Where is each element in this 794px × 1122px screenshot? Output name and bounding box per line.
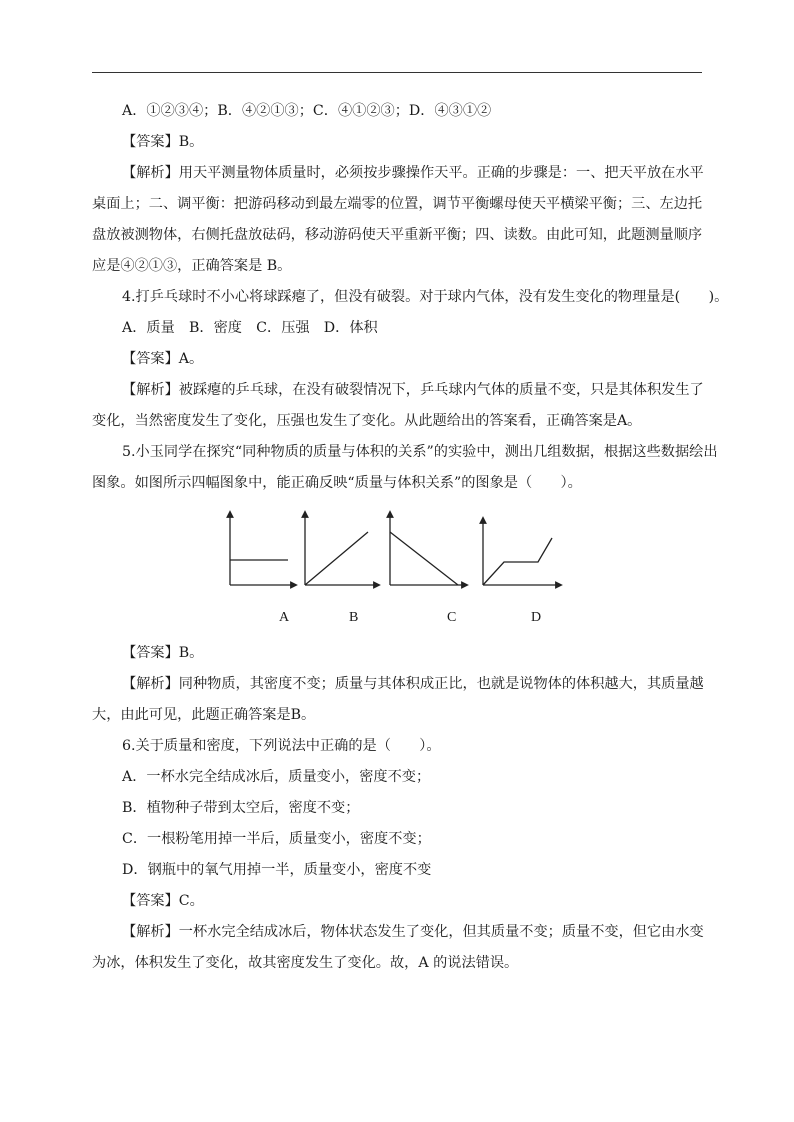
graph-label-a: A	[279, 610, 290, 625]
analysis-6-line-1: 【解析】一杯水完全结成冰后，物体状态发生了变化，但其质量不变；质量不变，但它由水变	[122, 924, 704, 940]
question-4-options: A．质量 B．密度 C．压强 D．体积	[122, 320, 378, 336]
question-4: 4.打乒乓球时不小心将球踩瘪了，但没有破裂。对于球内气体，没有发生变化的物理量是( )。	[122, 289, 729, 305]
analysis-5-line-2: 大，由此可见，此题正确答案是B。	[92, 707, 316, 723]
graph-figure	[222, 510, 572, 630]
answer-5: 【答案】B。	[122, 645, 204, 661]
analysis-3-line-2: 桌面上；二、调平衡：把游码移动到最左端零的位置，调节平衡螺母使天平横梁平衡；三、左边托	[92, 196, 703, 212]
question-6-option-b: B．植物种子带到太空后，密度不变；	[122, 800, 360, 816]
question-5-line-1: 5.小玉同学在探究“同种物质的质量与体积的关系”的实验中，测出几组数据，根据这些数据绘出	[122, 444, 718, 460]
graph-a	[230, 514, 294, 585]
graph-c	[390, 514, 465, 585]
analysis-3-line-3: 盘放被测物体，右侧托盘放砝码，移动游码使天平重新平衡；四、读数。由此可知，此题测量顺序	[92, 227, 703, 243]
analysis-4-line-2: 变化，当然密度发生了变化，压强也发生了变化。从此题给出的答案看，正确答案是A。	[92, 413, 642, 429]
graph-d	[483, 520, 559, 585]
graph-label-b: B	[349, 610, 359, 625]
analysis-3-line-4: 应是④②①③，正确答案是 B。	[92, 258, 292, 274]
line-1: A．①②③④；B．④②①③；C．④①②③；D．④③①②	[122, 103, 492, 119]
analysis-3-line-1: 【解析】用天平测量物体质量时，必须按步骤操作天平。正确的步骤是：一、把天平放在水平	[122, 165, 704, 181]
analysis-6-line-2: 为冰，体积发生了变化，故其密度发生了变化。故，A 的说法错误。	[92, 955, 519, 971]
analysis-5-line-1: 【解析】同种物质，其密度不变；质量与其体积成正比，也就是说物体的体积越大，其质量越	[122, 676, 704, 692]
answer-6: 【答案】C。	[122, 893, 204, 909]
header-rule	[92, 72, 702, 73]
question-6-option-a: A．一杯水完全结成冰后，质量变小，密度不变；	[122, 769, 431, 785]
graph-b	[305, 514, 377, 585]
graph-label-d: D	[531, 610, 542, 625]
question-6-option-d: D．钢瓶中的氧气用掉一半，质量变小，密度不变	[122, 862, 432, 878]
question-6: 6.关于质量和密度，下列说法中正确的是（ ）。	[122, 738, 441, 754]
graph-label-c: C	[447, 610, 457, 625]
graphs-svg	[222, 510, 572, 600]
analysis-4-line-1: 【解析】被踩瘪的乒乓球，在没有破裂情况下，乒乓球内气体的质量不变，只是其体积发生了	[122, 382, 704, 398]
answer-3: 【答案】B。	[122, 134, 204, 150]
question-6-option-c: C．一根粉笔用掉一半后，质量变小，密度不变；	[122, 831, 431, 847]
question-5-line-2: 图象。如图所示四幅图象中，能正确反映“质量与体积关系”的图象是（ ）。	[92, 475, 582, 491]
answer-4: 【答案】A。	[122, 351, 204, 367]
